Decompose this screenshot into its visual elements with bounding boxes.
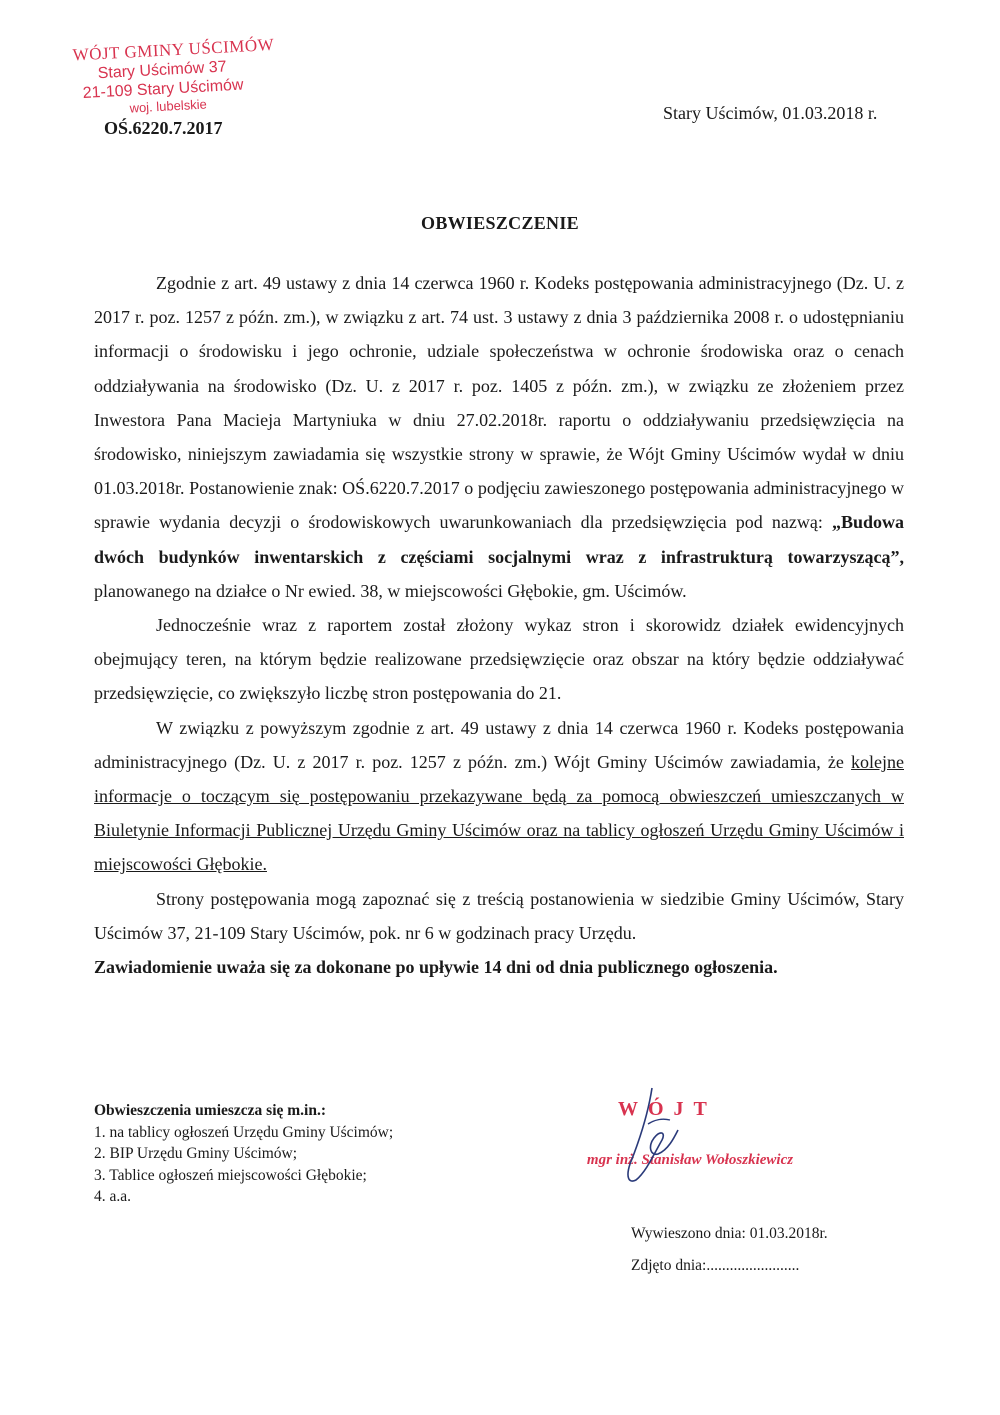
publication-item: 2. BIP Urzędu Gminy Uścimów; [94, 1145, 298, 1162]
paragraph-3-text: W związku z powyższym zgodnie z art. 49 ustawy z dnia 14 czerwca 1960 r. Kodeks postępowania administracyjnego (Dz. U. z 2017 r. poz. 1257 z późn. zm.) Wójt Gminy Uścimów zawiadamia, że [94, 717, 904, 772]
paragraph-1-text-a: Zgodnie z art. 49 ustawy z dnia 14 czerwca 1960 r. Kodeks postępowania administracyjnego (Dz. U. z 2017 r. poz. 1257 z późn. zm.), w związku z art. 74 ust. 3 ustawy z dnia 3 października 2008 r. o udostępnianiu informacji o środowisku i jego ochronie, udziale społeczeństwa w ochronie środowiska oraz o cenach oddziaływania na środowisko (Dz. U. z 2017 r. poz. 1405 z późn. zm.), w związku ze złożeniem przez Inwestora Pana Macieja Martyniuka w dniu 27.02.2018r. raportu o oddziaływaniu przedsięwzięcia na środowisko, niniejszym zawiadamia się wszystkie strony w sprawie, że Wójt Gminy Uścimów wydał w dniu 01.03.2018r. Postanowienie znak: OŚ.6220.7.2017 o podjęciu zawieszonego postępowania administracyjnego w sprawie wydania decyzji o środowiskowych uwarunkowaniach dla przedsięwzięcia pod nazwą: [94, 273, 904, 533]
posted-date: Wywieszono dnia: 01.03.2018r. [631, 1225, 828, 1242]
paragraph-3 [94, 711, 904, 882]
document-body [94, 266, 904, 984]
notice-effective: Zawiadomienie uważa się za dokonane po upływie 14 dni od dnia publicznego ogłoszenia. [94, 957, 778, 978]
project-name: „Budowa dwóch budynków inwentarskich z częściami socjalnymi wraz z infrastrukturą towarzyszącą”, [94, 512, 904, 567]
posting-info [631, 1218, 828, 1282]
signature-name: mgr inż. Stanisław Wołoszkiewicz [586, 1152, 794, 1168]
signature-office: WÓJT [618, 1098, 717, 1120]
stamp-line-2: Stary Uścimów 37 [97, 58, 227, 83]
stamp-line-4: woj. lubelskie [129, 96, 208, 116]
paragraph-1 [94, 266, 904, 608]
office-stamp [66, 34, 290, 118]
handwritten-signature-icon [590, 1084, 710, 1194]
reference-number: OŚ.6220.7.2017 [104, 118, 223, 138]
publication-item: 4. a.a. [94, 1188, 132, 1205]
publication-heading: Obwieszczenia umieszcza się m.in.: [94, 1102, 327, 1119]
publication-item: 3. Tablice ogłoszeń miejscowości Głębokie; [94, 1166, 367, 1184]
publication-list [94, 1100, 393, 1208]
paragraph-1-text-b: planowanego na działce o Nr ewied. 38, w miejscowości Głębokie, gm. Uścimów. [94, 580, 687, 601]
publication-item: 1. na tablicy ogłoszeń Urzędu Gminy Uścimów; [94, 1123, 394, 1141]
paragraph-2: Jednocześnie wraz z raportem został złożony wykaz stron i skorowidz działek ewidencyjnych obejmujący teren, na którym będzie realizowane przedsięwzięcie oraz obszar na który będzie oddziaływać przedsięwzięcie, co zwiększyło liczbę stron postępowania do 21. [94, 615, 904, 704]
stamp-line-1: WÓJT GMINY UŚCIMÓW [72, 34, 275, 65]
stamp-line-3: 21-109 Stary Uścimów [82, 76, 244, 102]
removed-date: Zdjęto dnia:........................ [631, 1257, 800, 1274]
place-date: Stary Uścimów, 01.03.2018 r. [663, 103, 878, 123]
document-title: OBWIESZCZENIE [421, 213, 579, 233]
paragraph-4: Strony postępowania mogą zapoznać się z treścią postanowienia w siedzibie Gminy Uścimów, Stary Uścimów 37, 21-109 Stary Uścimów, pok. nr 6 w godzinach pracy Urzędu. [94, 888, 904, 943]
paragraph-3-underlined: kolejne informacje o toczącym się postępowaniu przekazywane będą za pomocą obwieszczeń umieszczanych w Biuletynie Informacji Publicznej Urzędu Gminy Uścimów oraz na tablicy ogłoszeń Urzędu Gminy Uścimów i miejscowości Głębokie. [94, 751, 904, 875]
